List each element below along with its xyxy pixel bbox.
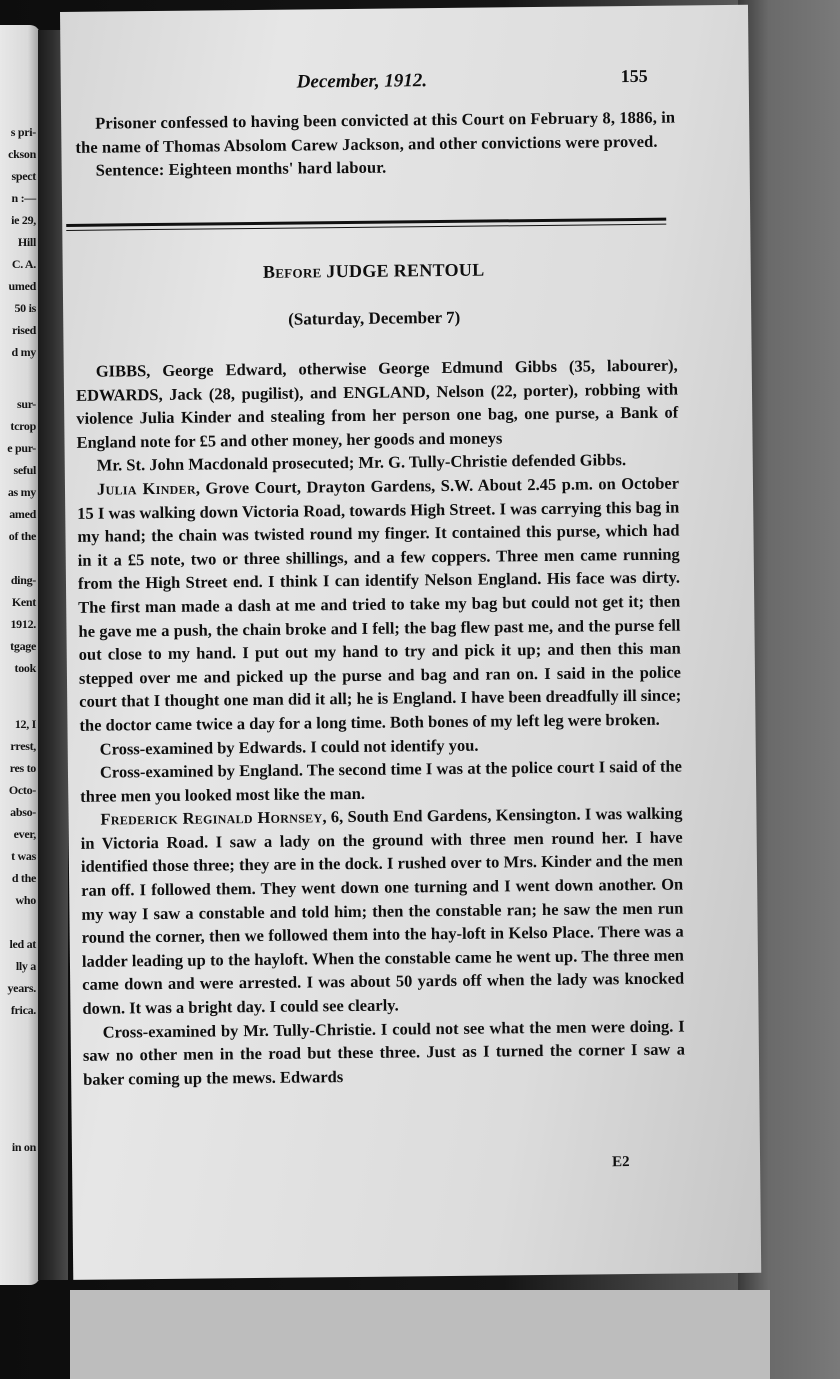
facing-page-fragment: years. xyxy=(7,981,36,995)
cross-examination-tully-christie: Cross-examined by Mr. Tully-Christie. I could not see what the men were doing. I saw no other men in the road but these three. Just as I turned the corner I saw a baker coming up the mews. Edwards xyxy=(82,1016,685,1089)
facing-page-fragment: 50 is xyxy=(14,301,36,315)
facing-page-fragment: of the xyxy=(8,529,36,543)
facing-page-fragment: Kent xyxy=(11,595,36,609)
facing-page-fragment: Octo- xyxy=(8,783,36,797)
witness-name: Julia Kinder xyxy=(96,478,196,499)
section-divider xyxy=(66,218,666,231)
facing-page-fragment: d the xyxy=(11,871,36,885)
facing-page-fragment: ckson xyxy=(8,147,36,161)
running-head: December, 1912. xyxy=(296,70,428,93)
facing-page-fragment: led at xyxy=(9,937,36,951)
indictment-paragraph: GIBBS, George Edward, otherwise George Edmund Gibbs (35, labourer), EDWARDS, Jack (28, pugilist), and ENGLAND, Nelson (22, porter), robbing with violence Julia Kinder and stealing from her person one bag, one purse, a Bank of England note for £5 and other money, her goods and moneys xyxy=(75,355,679,452)
witness-testimony: , Grove Court, Drayton Gardens, S.W. About 2.45 p.m. on October 15 I was walking down Victoria Road, towards High Street. I was carrying this bag in my hand; the chain was twisted round my finger. It contained this purse, which had in it a £5 note, two or three shillings, and a few coppers. Three men came running from the High Street end. I think I can identify Nelson England. His face was dirty. The first man made a dash at me and tried to take my bag but could not get it; then he gave me a push, the chain broke and I fell; the bag flew past me, and the purse fell out close to my hand. I put out my hand to try and pick it up; and then this man stepped over me and picked up the purse and bag and ran on. I said in the police court that I thought one man did it all; he is England. I have been dreadfully ill since; the doctor came twice a day for a long time. Both bones of my left leg were broken. xyxy=(77,473,682,735)
judge-name: JUDGE RENTOUL xyxy=(326,259,485,282)
facing-page-fragment: who xyxy=(15,893,36,907)
facing-page-fragment: ie 29, xyxy=(11,213,36,227)
page-header xyxy=(61,65,749,102)
underlying-sheet xyxy=(70,1290,770,1379)
facing-page-fragment: 12, I xyxy=(14,717,36,731)
facing-page-fragment: tgage xyxy=(10,639,36,653)
previous-case-paragraph: Prisoner confessed to having been convicted at this Court on February 8, 1886, in the name of Thomas Absolom Carew Jackson, and other convictions were proved. xyxy=(75,107,676,157)
facing-page-fragment: s pri- xyxy=(10,125,36,139)
page-number: 155 xyxy=(620,65,648,87)
cross-examination-england: Cross-examined by England. The second time I was at the police court I said of the three men you looked most like the man. xyxy=(80,756,683,806)
facing-page-fragment: seful xyxy=(13,463,36,477)
facing-page-fragment: res to xyxy=(9,761,36,775)
sentence-line: Sentence: Eighteen months' hard labour. xyxy=(95,157,387,181)
facing-page-fragment: abso- xyxy=(10,805,36,819)
facing-page-fragment: e pur- xyxy=(7,441,36,455)
facing-page-fragment: t was xyxy=(11,849,36,863)
facing-page-fragment: amed xyxy=(9,507,36,521)
facing-page-fragment: lly a xyxy=(15,959,36,973)
facing-page-fragment: sur- xyxy=(16,397,36,411)
facing-page-fragment: rrest, xyxy=(10,739,36,753)
facing-page-fragment: took xyxy=(14,661,36,675)
facing-page-fragment: ever, xyxy=(13,827,36,841)
case-text xyxy=(76,354,686,1092)
facing-page-fragment: ding- xyxy=(10,573,36,587)
counsel-paragraph: Mr. St. John Macdonald prosecuted; Mr. G. Tully-Christie defended Gibbs. xyxy=(96,450,627,476)
witness-name: Frederick Reginald Hornsey xyxy=(100,807,323,829)
facing-page-fragment: C. A. xyxy=(11,257,36,271)
facing-page-fragment: spect xyxy=(11,169,36,183)
facing-page-left xyxy=(0,25,40,1285)
facing-page-fragment: as my xyxy=(7,485,36,499)
facing-page-fragment: umed xyxy=(8,279,36,293)
facing-page-fragment: tcrop xyxy=(10,419,36,433)
judge-heading xyxy=(63,257,685,285)
facing-page-fragment: 1912. xyxy=(10,617,36,631)
cross-examination-edwards: Cross-examined by Edwards. I could not identify you. xyxy=(99,735,479,759)
facing-page-fragment: rised xyxy=(12,323,36,337)
signature-mark: E2 xyxy=(611,1154,630,1171)
facing-page-fragment: d my xyxy=(11,345,36,359)
book-page xyxy=(60,5,761,1280)
sitting-date: (Saturday, December 7) xyxy=(288,307,461,329)
witness-kinder-paragraph xyxy=(77,472,682,738)
facing-page-fragment: in on xyxy=(11,1140,36,1154)
facing-page-fragment: frica. xyxy=(10,1003,36,1017)
witness-testimony: , 6, South End Gardens, Kensington. I was walking in Victoria Road. I saw a lady on the ground with three men round her. I have identified those three; they are in the dock. I rushed over to Mrs. Kinder and the men ran off. I followed them. They went down one turning and I went down another. On my way I saw a constable and told him; then the constable ran; he saw the men run round the corner, then we followed them into the hay-loft in Kelso Place. There was a ladder leading up to the hayloft. When the constable came he went up. The three men came down and were arrested. I was about 50 yards off when the lady was knocked down. It was a bright day. I could see clearly. xyxy=(80,803,685,1018)
judge-prefix: Before xyxy=(262,261,322,282)
witness-hornsey-paragraph xyxy=(80,802,684,1021)
facing-page-fragment: n :— xyxy=(11,191,36,205)
previous-case-text xyxy=(75,106,676,183)
facing-page-fragment: Hill xyxy=(17,235,36,249)
